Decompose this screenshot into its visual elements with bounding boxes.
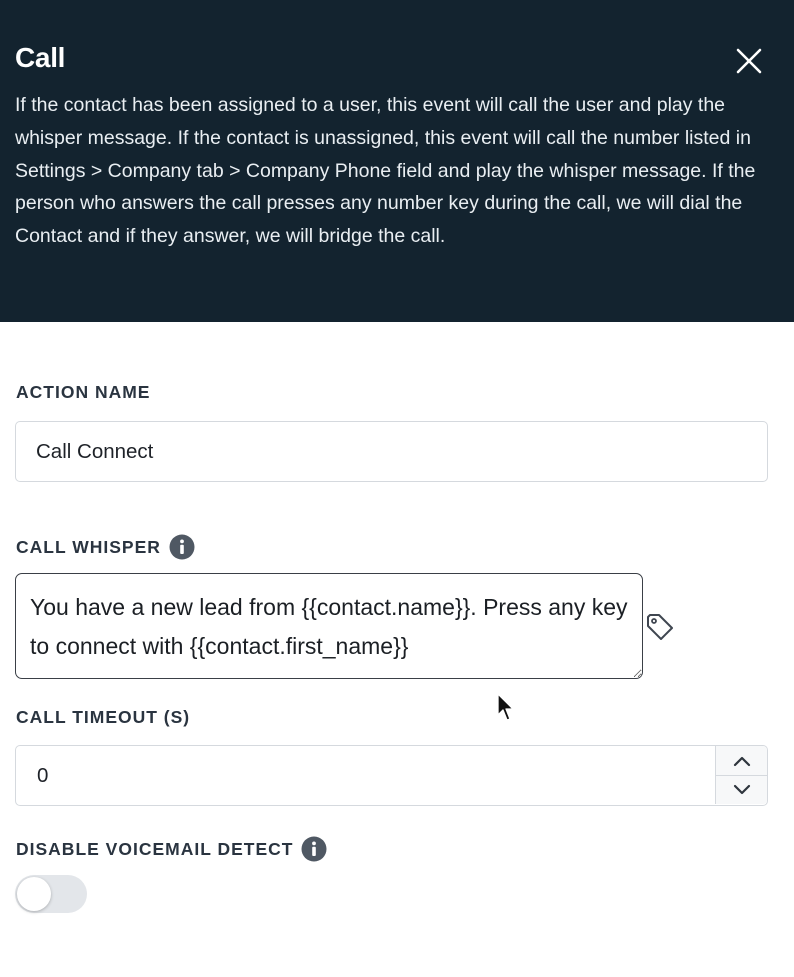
call-timeout-input[interactable] bbox=[15, 745, 768, 806]
disable-voicemail-toggle[interactable] bbox=[15, 875, 87, 913]
panel-title: Call bbox=[15, 42, 66, 73]
call-whisper-label-text: CALL WHISPER bbox=[16, 536, 161, 557]
panel-description: If the contact has been assigned to a user, this event will call the user and play the whisper message. If the contact is unassigned, this event will call the number listed in Settings > Company tab > Company Phone field and play the whisper message. If the person who answers the call presses any number key during the call, we will dial the Contact and if they answer, we will bridge the call. bbox=[15, 94, 756, 248]
action-name-label bbox=[16, 382, 150, 403]
chevron-up-icon bbox=[732, 754, 752, 768]
close-button[interactable] bbox=[732, 44, 766, 78]
disable-voicemail-label bbox=[16, 836, 327, 862]
mouse-cursor-icon bbox=[497, 693, 515, 723]
call-whisper-textarea[interactable] bbox=[15, 573, 643, 679]
action-name-input[interactable] bbox=[15, 421, 768, 482]
call-whisper-label bbox=[16, 534, 195, 560]
info-icon[interactable] bbox=[301, 836, 327, 862]
call-timeout-label bbox=[16, 707, 190, 728]
close-icon bbox=[732, 44, 766, 78]
number-stepper[interactable] bbox=[715, 746, 767, 804]
action-name-label-text: ACTION NAME bbox=[16, 382, 151, 402]
toggle-knob bbox=[17, 877, 51, 911]
panel-header bbox=[0, 0, 794, 322]
tag-icon[interactable] bbox=[644, 611, 676, 643]
chevron-down-icon bbox=[732, 783, 752, 797]
increment-button[interactable] bbox=[716, 746, 767, 776]
call-timeout-value: 0 bbox=[37, 764, 49, 787]
disable-voicemail-label-text: DISABLE VOICEMAIL DETECT bbox=[16, 838, 294, 859]
info-icon[interactable] bbox=[169, 534, 195, 560]
call-timeout-label-text: CALL TIMEOUT (S) bbox=[16, 707, 191, 727]
decrement-button[interactable] bbox=[716, 775, 767, 804]
